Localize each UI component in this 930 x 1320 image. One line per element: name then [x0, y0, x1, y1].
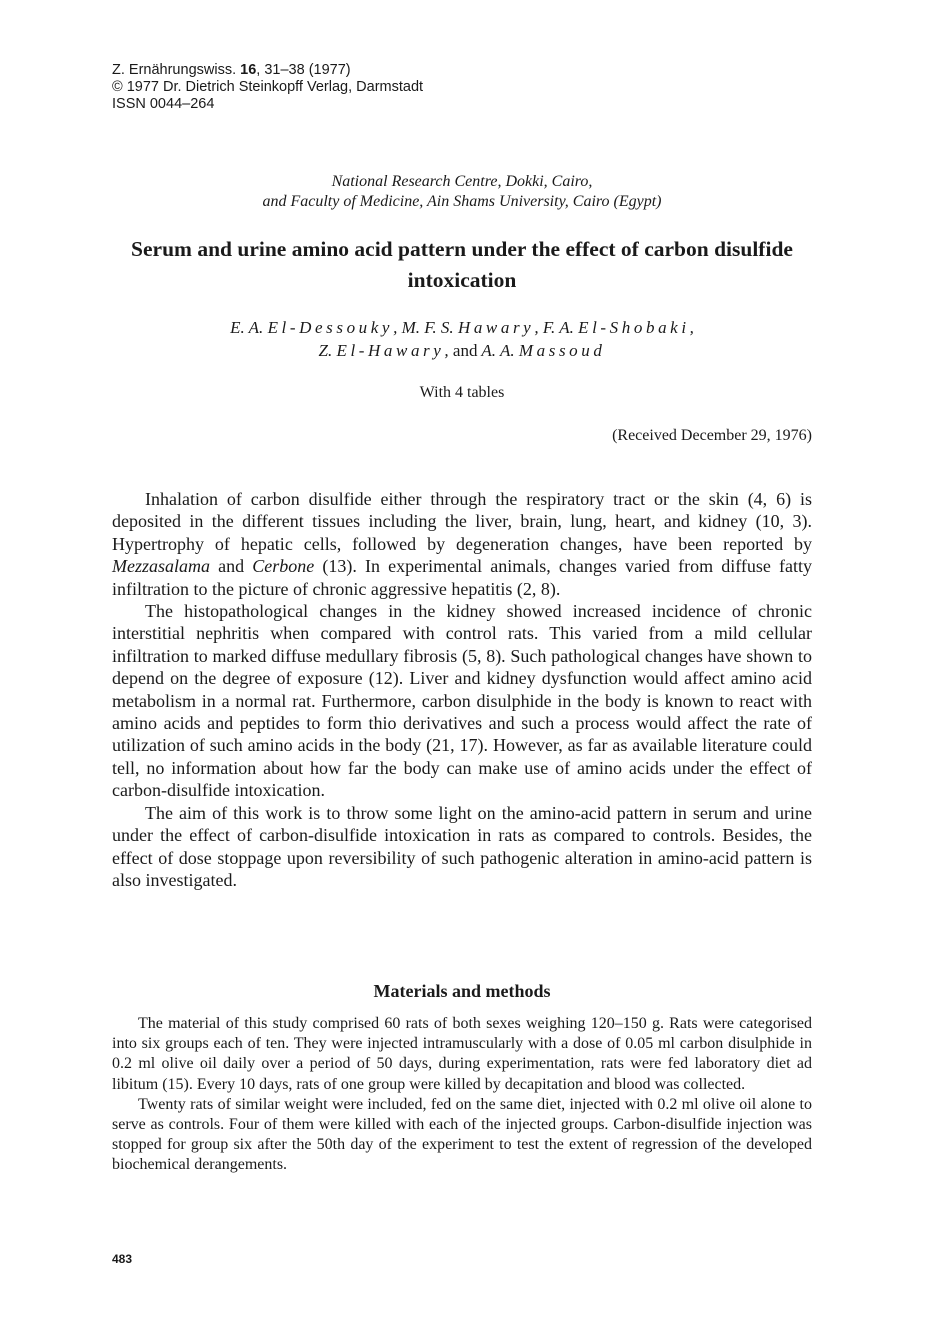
methods-paragraph-1: The material of this study comprised 60 rats of both sexes weighing 120–150 g. Rats were categorised into six groups each of ten. They were injected intramuscularly with a dose of 0.05 ml carbon disulphide in 0.2 ml olive oil daily over a period of 50 days, during experimentation, rats were fed laboratory diet ad libitum (15). Every 10 days, rats of one group were killed by decapitation and blood was collected.	[112, 1015, 812, 1093]
tables-note: With 4 tables	[419, 384, 505, 401]
intro-paragraph-2: The histopathological changes in the kidney showed increased incidence of chronic interstitial nephritis when compared with control rats. This varied from a mild cellular infiltration to marked diffuse medullary fibrosis (5, 8). Such pathological changes have shown to depend on the degree of exposure (12). Liver and kidney dysfunction would affect amino acid metabolism in a normal rat. Furthermore, carbon disulphide in the body is known to react with amino acids and peptides to form thio derivatives and such a process would affect the rate of utilization of such amino acids in the body (21, 17). However, as far as available literature could tell, no information about how far the body can make use of amino acids under the effect of carbon-disulfide intoxication.	[112, 601, 812, 801]
page-number: 483	[112, 1252, 133, 1266]
methods-paragraph-2: Twenty rats of similar weight were included, fed on the same diet, injected with 0.2 ml olive oil alone to serve as controls. Four of them were killed with each of the injected groups. Carbon-disulfide injection was stopped for group six after the 50th day of the experiment to test the extent of regression of the developed biochemical derangements.	[112, 1095, 812, 1174]
journal-volume: 16	[240, 62, 257, 78]
methods-section	[112, 1014, 812, 1176]
author-line-1: E. A. El-Dessouky, M. F. S. Hawary, F. A. El-Shobaki,	[230, 318, 694, 337]
author-name: Massoud	[518, 341, 606, 360]
author-name: El-Shobaki	[578, 318, 690, 337]
author-line-2: Z. El-Hawary, and A. A. Massoud	[318, 341, 606, 360]
author-name: El-Hawary	[336, 341, 445, 360]
journal-copyright: © 1977 Dr. Dietrich Steinkopff Verlag, Darmstadt	[112, 79, 424, 95]
section-heading-methods: Materials and methods	[373, 981, 551, 1001]
author-name: El-Dessouky	[267, 318, 394, 337]
intro-paragraph-1: Inhalation of carbon disulfide either through the respiratory tract or the skin (4, 6) is deposited in the different tissues including the liver, brain, lung, heart, and kidney (10, 3). Hypertrophy of hepatic cells, followed by degeneration changes, have been reported by Mezzasalama and Cerbone (13). In experimental animals, changes varied from diffuse fatty infiltration to the picture of chronic aggressive hepatitis (2, 8).	[112, 489, 812, 599]
author-name: Hawary	[457, 318, 535, 337]
affiliation-line-1: National Research Centre, Dokki, Cairo,	[331, 173, 593, 190]
affiliation	[112, 172, 812, 212]
paper-title: Serum and urine amino acid pattern under the effect of carbon disulfide intoxication	[131, 237, 793, 292]
journal-citation: Z. Ernährungswiss. 16, 31–38 (1977)	[112, 62, 351, 78]
affiliation-line-2: and Faculty of Medicine, Ain Shams University, Cairo (Egypt)	[262, 193, 662, 210]
introduction	[112, 488, 812, 891]
cited-author: Mezzasalama	[112, 556, 210, 577]
intro-paragraph-3: The aim of this work is to throw some light on the amino-acid pattern in serum and urine under the effect of carbon-disulfide intoxication in rats as compared to controls. Besides, the effect of dose stoppage upon reversibility of such pathogenic alteration in amino-acid pattern is also investigated.	[112, 802, 812, 890]
author-list	[112, 316, 812, 362]
journal-issn: ISSN 0044–264	[112, 96, 215, 112]
journal-header	[112, 62, 423, 113]
received-date: (Received December 29, 1976)	[612, 427, 812, 444]
cited-author: Cerbone	[252, 556, 315, 577]
